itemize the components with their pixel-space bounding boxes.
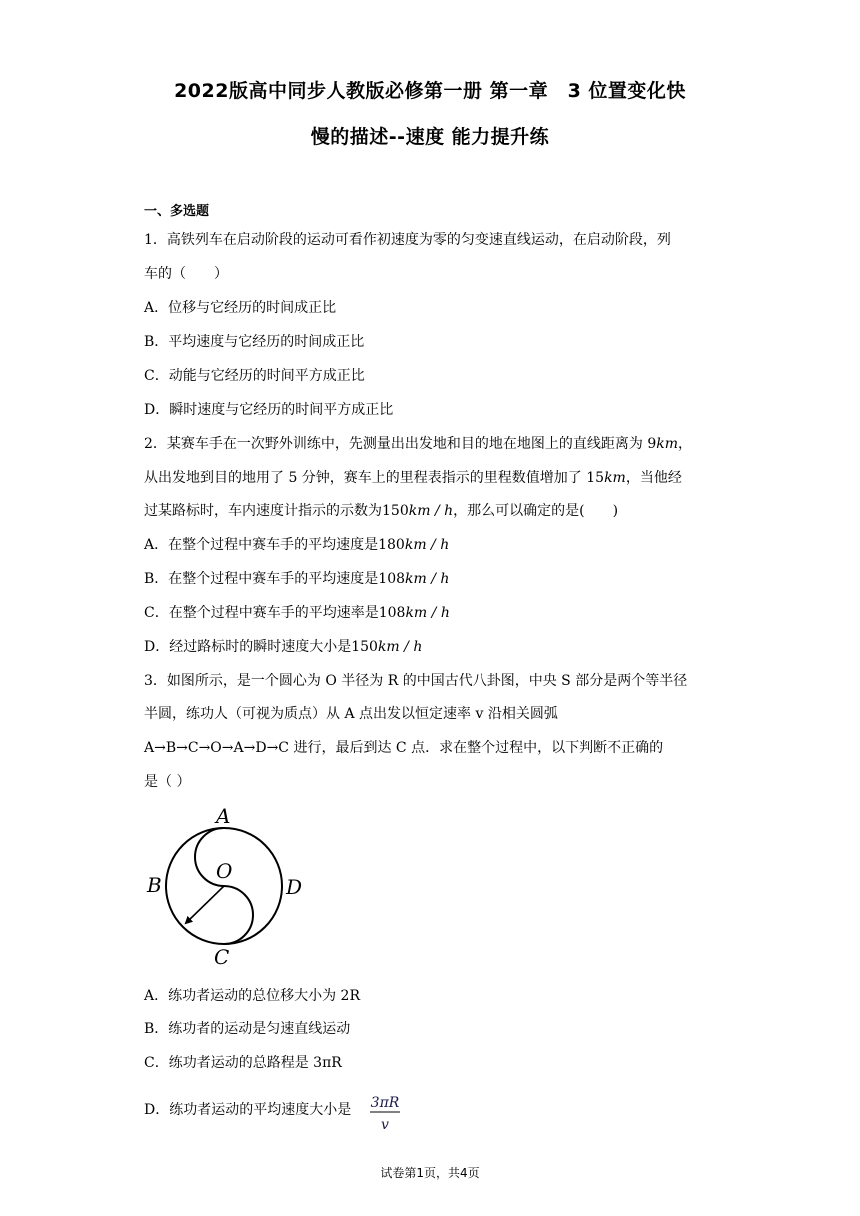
q1-option-c: C．动能与它经历的时间平方成正比 [144,368,365,384]
bagua-diagram [140,804,310,972]
q2-option-c-unit: km / h [405,605,450,621]
page-footer: 试卷第1页，共4页 [380,1166,480,1180]
label-o: O [216,859,233,883]
q2-option-c-text: C．在整个过程中赛车手的平均速率是108 [144,605,406,621]
q2-option-c [144,603,450,623]
q3-option-b: B．练功者的运动是匀速直线运动 [144,1021,351,1037]
q2-stem-line-1 [144,434,692,454]
label-a: A [216,804,231,828]
q1-option-b: B．平均速度与它经历的时间成正比 [144,334,365,350]
q3-option-c: C．练功者运动的总路程是 3πR [144,1055,342,1071]
q1-option-a: A．位移与它经历的时间成正比 [144,300,337,316]
q2-line3-text: 过某路标时，车内速度计指示的示数为150 [144,503,409,519]
q2-stem-line-3 [144,501,618,521]
q2-line1-text: 2．某赛车手在一次野外训练中，先测量出出发地和目的地在地图上的直线距离为 9 [144,436,657,452]
q3-stem-line-4: 是（ ） [144,774,191,790]
q2-option-d [144,637,422,657]
fraction-numerator: 3πR [370,1095,400,1111]
q3-stem-line-2: 半圆，练功人（可视为质点）从 A 点出发以恒定速率 v 沿相关圆弧 [144,706,558,722]
q2-option-d-text: D．经过路标时的瞬时速度大小是150 [144,639,378,655]
q3-option-d: D．练功者运动的平均速度大小是 [144,1102,352,1118]
radius-arrow [186,886,224,923]
q2-option-a [144,535,449,555]
q2-option-a-text: A．在整个过程中赛车手的平均速度是180 [144,537,405,553]
label-c: C [214,945,230,969]
label-d: D [286,875,303,899]
q2-line2-text: 从出发地到目的地用了 5 分钟，赛车上的里程表指示的里程数值增加了 15 [144,470,605,486]
fraction-3pir-over-v [367,1090,403,1134]
q1-stem-line-1: 1．高铁列车在启动阶段的运动可看作初速度为零的匀变速直线运动，在启动阶段，列 [144,232,671,248]
q3-option-a: A．练功者运动的总位移大小为 2R [144,988,361,1004]
q2-line3-unit: km / h [408,503,454,519]
q3-stem-line-1: 3．如图所示，是一个圆心为 O 半径为 R 的中国古代八卦图，中央 S 部分是两个等半径 [144,673,688,689]
q2-option-b-text: B．在整个过程中赛车手的平均速度是108 [144,571,406,587]
q2-option-d-unit: km / h [377,639,423,655]
document-title-line-2: 慢的描述--速度 能力提升练 [310,126,550,148]
q2-option-b-unit: km / h [405,571,450,587]
q2-line1-unit: km [656,436,679,452]
q2-line3-tail: ，那么可以确定的是( ) [453,503,619,519]
section-heading: 一、多选题 [144,204,210,219]
q2-stem-line-2 [144,468,682,488]
q2-option-a-unit: km / h [404,537,450,553]
q2-line1-tail: ， [678,436,693,452]
q2-line2-tail: ，当他经 [625,470,682,486]
document-title-line-1: 2022版高中同步人教版必修第一册 第一章 3 位置变化快 [174,80,686,102]
q3-stem-line-3: A→B→C→O→A→D→C 进行，最后到达 C 点．求在整个过程中，以下判断不正确的 [144,740,664,756]
q1-stem-line-2: 车的（ ） [144,266,228,282]
label-b: B [147,873,162,897]
q1-option-d: D．瞬时速度与它经历的时间平方成正比 [144,402,394,418]
q2-option-b [144,569,449,589]
q2-line2-unit: km [604,470,626,486]
fraction-denominator: v [381,1117,389,1133]
